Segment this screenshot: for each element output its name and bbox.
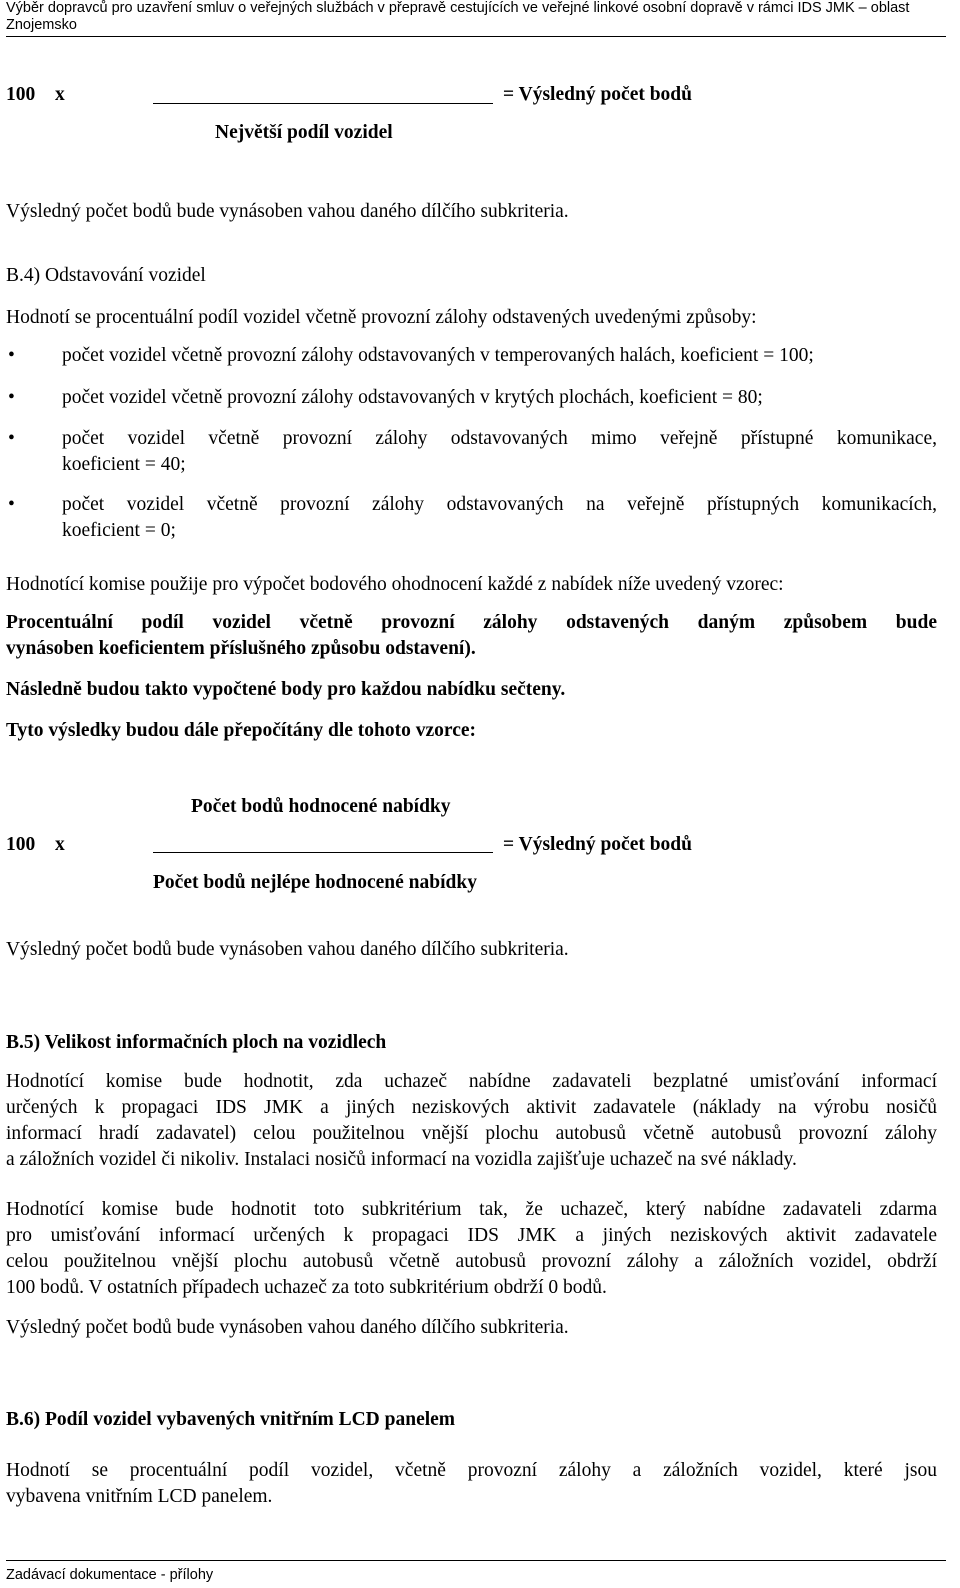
formula1-fraction-line — [153, 103, 493, 104]
formula1-times: x — [55, 84, 65, 105]
section-b4-intro: Hodnotí se procentuální podíl vozidel včetně provozní zálohy odstavených uvedenými způsoby: — [6, 307, 757, 328]
formula2-multiplier: 100 — [6, 834, 36, 855]
bullet-dot: • — [8, 428, 15, 449]
formula1-multiplier: 100 — [6, 84, 36, 105]
b5-p1-line-4: a záložních vozidel či nikoliv. Instalaci nosičů informací na vozidla zajišťuje uchazeč na své náklady. — [6, 1149, 797, 1170]
page-footer — [6, 1560, 946, 1584]
b5-p2-line-2: pro umisťování informací určených k propagaci IDS JMK a jiných neziskových aktivit zadavatele — [6, 1225, 937, 1246]
bullet-dot: • — [8, 494, 15, 515]
bullet-item-4-cont: koeficient = 0; — [62, 520, 176, 541]
formula2-numerator: Počet bodů hodnocené nabídky — [191, 796, 451, 817]
formula1-result: = Výsledný počet bodů — [503, 84, 693, 105]
bullet-item-2: počet vozidel včetně provozní zálohy odstavovaných v krytých plochách, koeficient = 80; — [62, 387, 763, 408]
page-header — [6, 0, 946, 37]
bullet-item-4: počet vozidel včetně provozní zálohy odstavovaných na veřejně přístupných komunikacích, — [62, 494, 937, 515]
b5-p2-line-1: Hodnotící komise bude hodnotit toto subkritérium tak, že uchazeč, který nabídne zadavateli zdarma — [6, 1199, 937, 1220]
formula2-denominator: Počet bodů nejlépe hodnocené nabídky — [153, 872, 477, 893]
formula1-denominator: Největší podíl vozidel — [215, 122, 393, 143]
bold-rule-line-3: Následně budou takto vypočtené body pro každou nabídku sečteny. — [6, 679, 566, 700]
bullet-item-3-cont: koeficient = 40; — [62, 454, 186, 475]
note-weight-3: Výsledný počet bodů bude vynásoben vahou daného dílčího subkriteria. — [6, 1317, 569, 1338]
b5-p2-line-4: 100 bodů. V ostatních případech uchazeč za toto subkritérium obdrží 0 bodů. — [6, 1277, 607, 1298]
bold-rule-line-2: vynásoben koeficientem příslušného způsobu odstavení). — [6, 638, 476, 659]
section-b6-heading: B.6) Podíl vozidel vybavených vnitřním LCD panelem — [6, 1409, 456, 1430]
bullet-item-3: počet vozidel včetně provozní zálohy odstavovaných mimo veřejně přístupné komunikace, — [62, 428, 937, 449]
b6-p1-line-2: vybavena vnitřním LCD panelem. — [6, 1486, 273, 1507]
bold-rule-line-1: Procentuální podíl vozidel včetně provozní zálohy odstavených daným způsobem bude — [6, 612, 937, 633]
formula2-times: x — [55, 834, 65, 855]
header-title: Výběr dopravců pro uzavření smluv o veřejných službách v přepravě cestujících ve veřejné linkové osobní dopravě v rámci IDS JMK – oblast Znojemsko — [6, 0, 910, 33]
bullet-dot: • — [8, 387, 15, 408]
b5-p1-line-3: informací hradí zadavatel) celou použitelnou vnější plochu autobusů včetně autobusů provozní zálohy — [6, 1123, 937, 1144]
section-b4-heading: B.4) Odstavování vozidel — [6, 265, 206, 286]
formula2-fraction-line — [153, 852, 493, 853]
b5-p1-line-1: Hodnotící komise bude hodnotit, zda uchazeč nabídne zadavateli bezplatné umisťování informací — [6, 1071, 937, 1092]
bullet-item-1: počet vozidel včetně provozní zálohy odstavovaných v temperovaných halách, koeficient = 100; — [62, 345, 814, 366]
note-weight-2: Výsledný počet bodů bude vynásoben vahou daného dílčího subkriteria. — [6, 939, 569, 960]
footer-text: Zadávací dokumentace - přílohy — [6, 1567, 214, 1583]
bullet-dot: • — [8, 345, 15, 366]
formula-intro: Hodnotící komise použije pro výpočet bodového ohodnocení každé z nabídek níže uvedený vzorec: — [6, 574, 784, 595]
bold-rule-line-4: Tyto výsledky budou dále přepočítány dle tohoto vzorce: — [6, 720, 476, 741]
formula2-result: = Výsledný počet bodů — [503, 834, 693, 855]
note-weight-1: Výsledný počet bodů bude vynásoben vahou daného dílčího subkriteria. — [6, 201, 569, 222]
b5-p1-line-2: určených k propagaci IDS JMK a jiných neziskových aktivit zadavatele (náklady na výrobu nosičů — [6, 1097, 937, 1118]
b6-p1-line-1: Hodnotí se procentuální podíl vozidel, včetně provozní zálohy a záložních vozidel, které jsou — [6, 1460, 937, 1481]
section-b5-heading: B.5) Velikost informačních ploch na vozidlech — [6, 1032, 387, 1053]
b5-p2-line-3: celou použitelnou vnější plochu autobusů včetně autobusů provozní zálohy a záložních vozidel, obdrží — [6, 1251, 937, 1272]
